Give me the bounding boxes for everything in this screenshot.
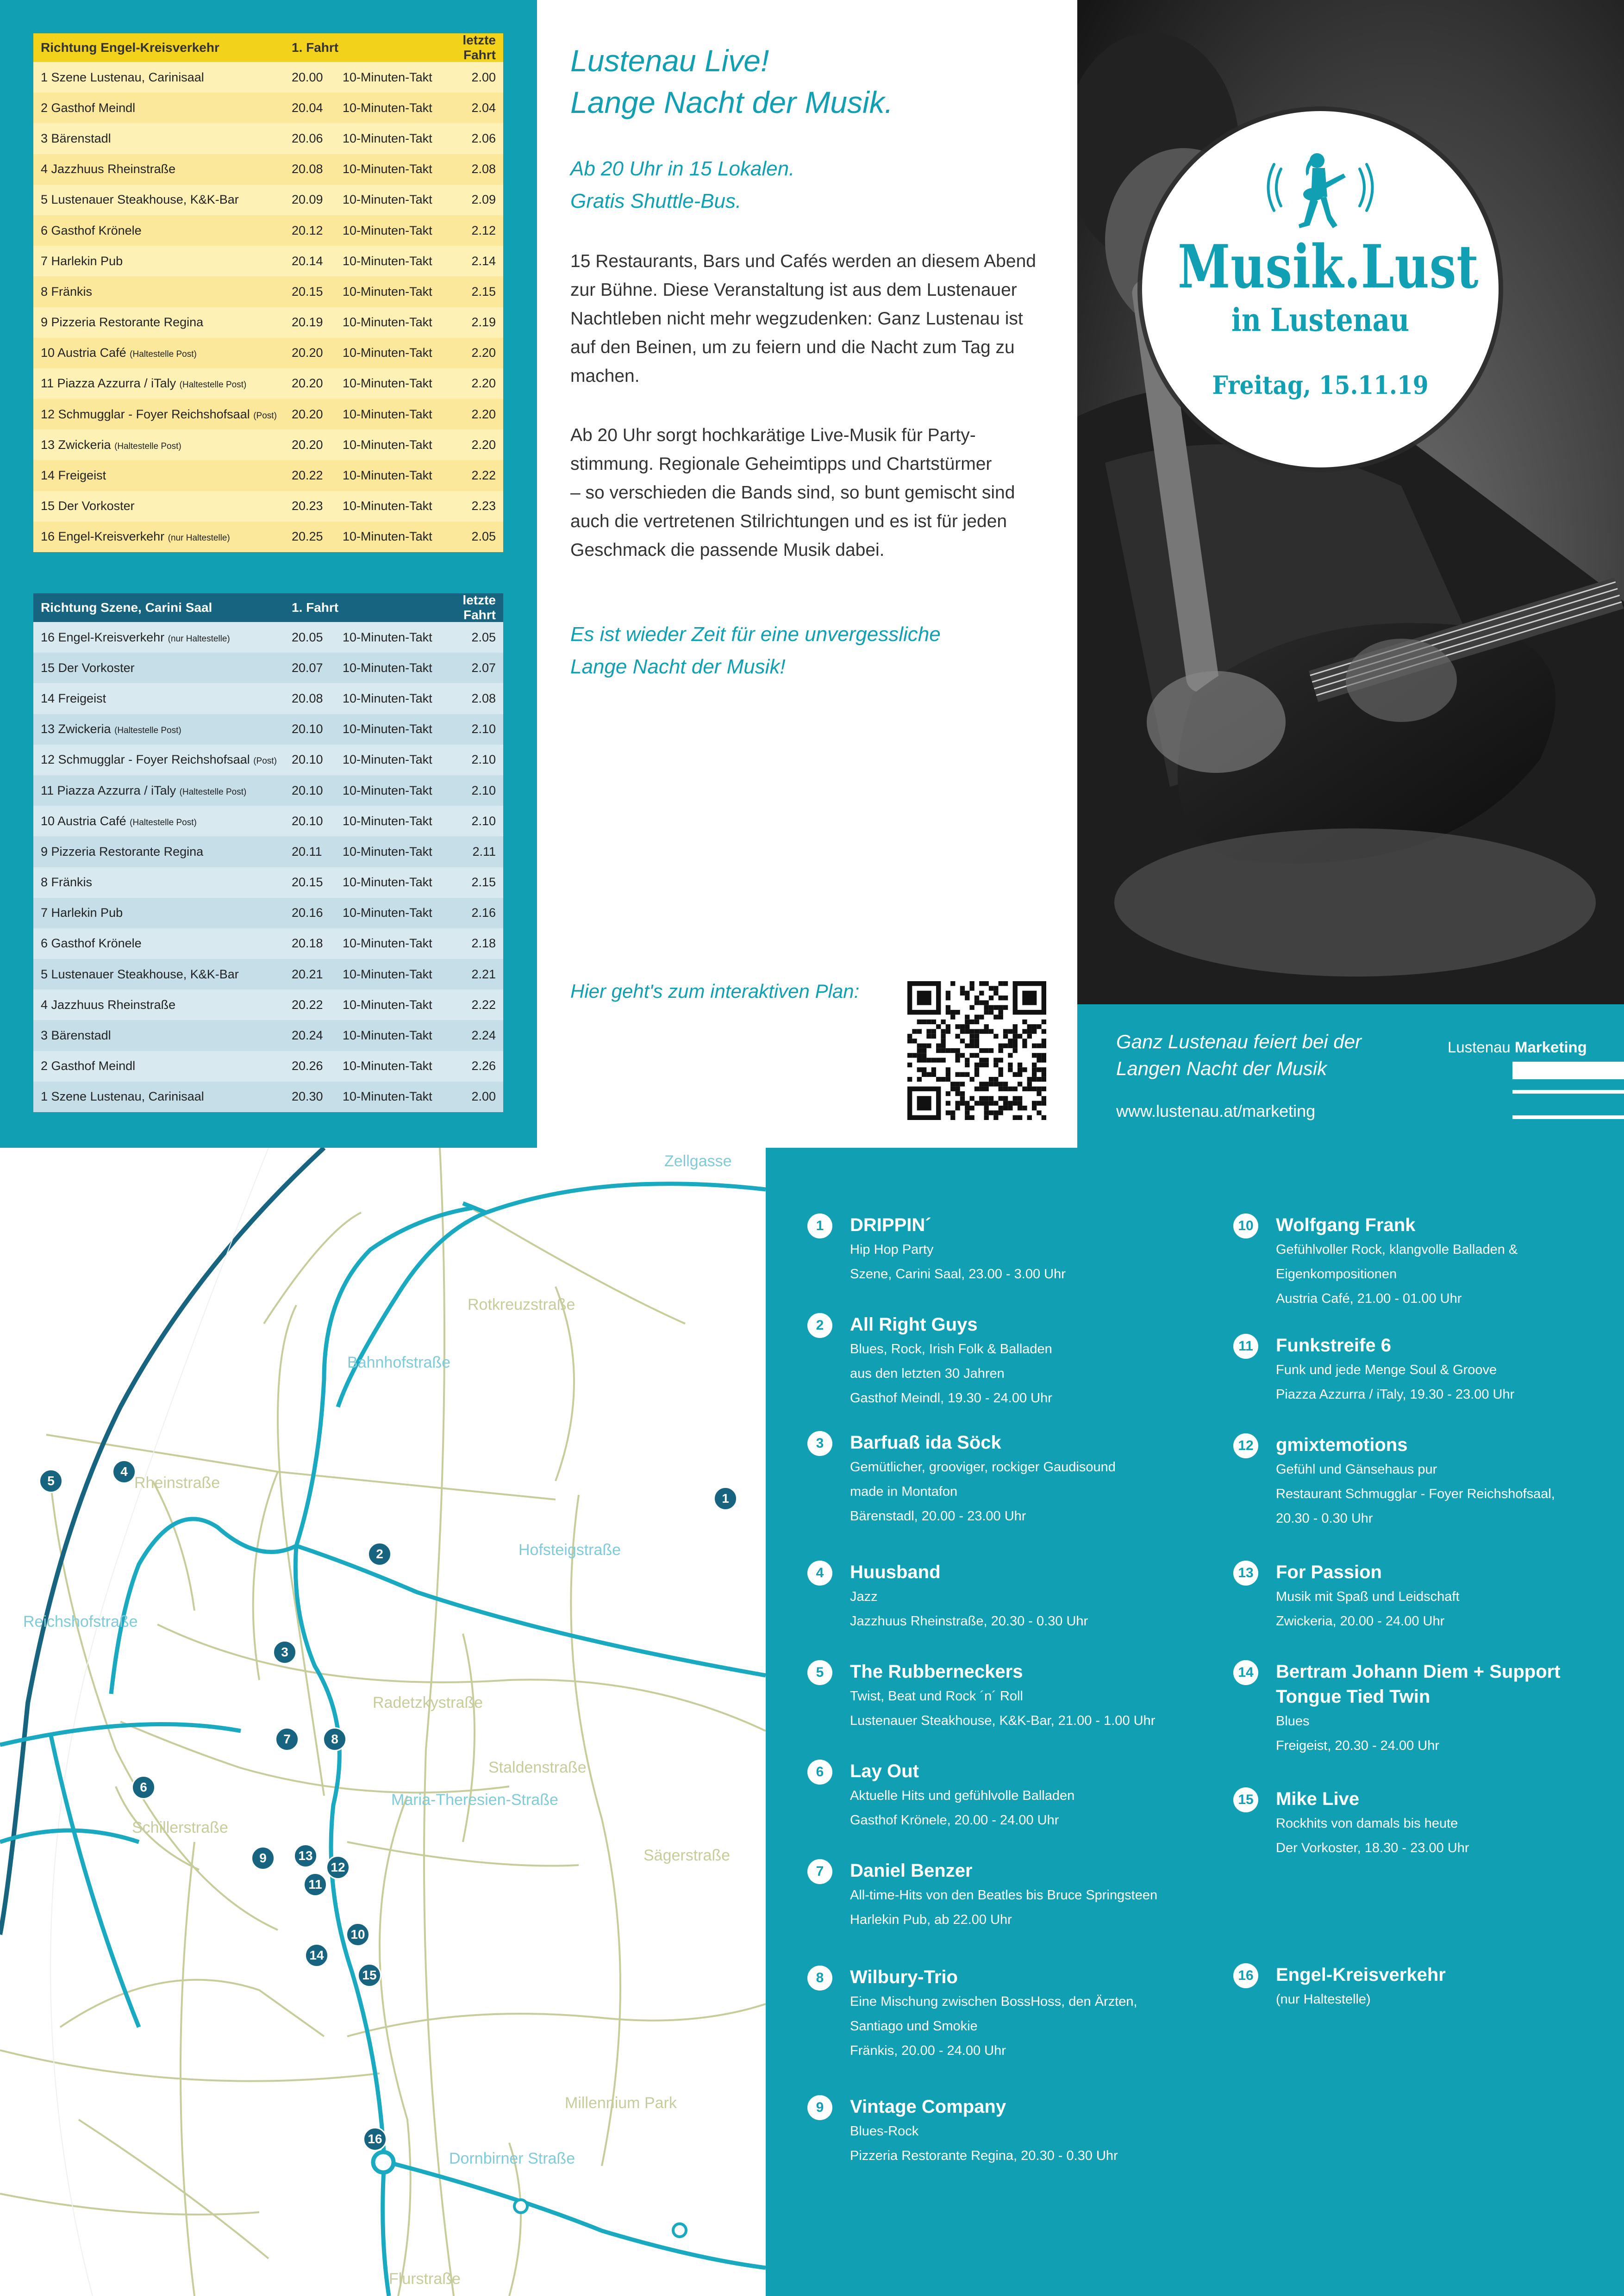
act-number: 4 — [807, 1561, 832, 1586]
table-row: 14 Freigeist 20.22 10-Minuten-Takt 2.22 — [33, 460, 503, 491]
roundabout-icon — [673, 2224, 686, 2237]
act-number: 6 — [807, 1760, 832, 1785]
map-marker[interactable]: 8 — [323, 1727, 347, 1751]
map-marker[interactable]: 12 — [326, 1855, 350, 1879]
act-detail: aus den letzten 30 Jahren — [850, 1366, 1005, 1381]
river-border — [0, 1148, 324, 1935]
act-number: 9 — [807, 2095, 832, 2120]
act-detail: 20.30 - 0.30 Uhr — [1276, 1511, 1373, 1526]
act-number: 3 — [807, 1431, 832, 1456]
timetable-szene — [33, 593, 503, 1112]
street-label: Rheinstraße — [134, 1474, 220, 1492]
street-label: Zellgasse — [664, 1152, 732, 1170]
map-marker[interactable]: 10 — [346, 1923, 370, 1947]
map-marker[interactable]: 6 — [131, 1775, 156, 1799]
act-detail: Gefühlvoller Rock, klangvolle Balladen & — [1276, 1242, 1518, 1257]
act-detail: Der Vorkoster, 18.30 - 23.00 Uhr — [1276, 1841, 1469, 1855]
act-title: Bertram Johann Diem + Support — [1276, 1661, 1561, 1682]
act-title: Mike Live — [1276, 1789, 1360, 1809]
act-entry — [1233, 1560, 1624, 1634]
act-detail: Gasthof Meindl, 19.30 - 24.00 Uhr — [850, 1391, 1052, 1406]
act-title: For Passion — [1276, 1562, 1382, 1582]
act-detail: Zwickeria, 20.00 - 24.00 Uhr — [1276, 1614, 1445, 1629]
lustenau-marketing-logo: Lustenau Marketing — [1448, 1039, 1587, 1056]
act-number: 8 — [807, 1966, 832, 1991]
table-row: 8 Fränkis 20.15 10-Minuten-Takt 2.15 — [33, 276, 503, 307]
map-marker[interactable]: 14 — [305, 1943, 329, 1967]
table-header: Richtung Engel-Kreisverkehr 1. Fahrt letzte Fahrt — [33, 33, 503, 62]
event-badge — [1142, 111, 1499, 467]
act-number: 11 — [1233, 1334, 1258, 1359]
intro-subtitle: Ab 20 Uhr in 15 Lokalen. Gratis Shuttle-Bus. — [570, 157, 795, 212]
table-row: 7 Harlekin Pub 20.14 10-Minuten-Takt 2.14 — [33, 246, 503, 276]
act-title: Wolfgang Frank — [1276, 1215, 1416, 1235]
intro-paragraph-1: 15 Restaurants, Bars und Cafés werden an diesem Abend zur Bühne. Diese Veranstaltung ist aus dem Lustenauer Nachtleben nicht mehr wegzudenken: Ganz Lustenau ist auf den Beinen, um zu feiern und die Nacht zum Tag zu machen. — [570, 251, 1036, 386]
table-row: 11 Piazza Azzurra / iTaly (Haltestelle Post) 20.10 10-Minuten-Takt 2.10 — [33, 775, 503, 806]
table-row: 2 Gasthof Meindl 20.26 10-Minuten-Takt 2.26 — [33, 1051, 503, 1082]
intro-paragraph-2: Ab 20 Uhr sorgt hochkarätige Live-Musik für Party- stimmung. Regionale Geheimtipps und Chartstürmer – so verschieden die Bands sind, so bunt gemischt sind auch die vertretenen Stilrichtungen und es ist für jeden Geschmack die passende Musik dabei. — [570, 425, 1015, 560]
closing-line: Es ist wieder Zeit für eine unvergessliche Lange Nacht der Musik! — [570, 623, 941, 678]
street-label: Rotkreuzstraße — [468, 1296, 575, 1313]
act-entry — [807, 1858, 1206, 1932]
act-list — [766, 1148, 1624, 2296]
street-label: Hofsteigstraße — [518, 1541, 621, 1559]
table-row: 10 Austria Café (Haltestelle Post) 20.10 10-Minuten-Takt 2.10 — [33, 806, 503, 836]
act-entry — [807, 1312, 1206, 1411]
table-row: 1 Szene Lustenau, Carinisaal 20.00 10-Minuten-Takt 2.00 — [33, 62, 503, 93]
act-detail: Blues — [1276, 1714, 1310, 1729]
map-marker[interactable]: 9 — [251, 1846, 275, 1870]
table-header: Richtung Szene, Carini Saal 1. Fahrt letzte Fahrt — [33, 593, 503, 622]
act-detail: Gefühl und Gänsehaus pur — [1276, 1462, 1437, 1477]
act-number: 16 — [1233, 1963, 1258, 1988]
map-marker[interactable]: 4 — [112, 1460, 136, 1484]
act-detail: Restaurant Schmugglar - Foyer Reichshofsaal, — [1276, 1487, 1555, 1501]
timetable-panel — [0, 0, 537, 1148]
act-entry — [807, 1759, 1206, 1833]
table-row: 4 Jazzhuus Rheinstraße 20.08 10-Minuten-Takt 2.08 — [33, 154, 503, 185]
logo-line — [1512, 1115, 1624, 1119]
act-detail: Freigeist, 20.30 - 24.00 Uhr — [1276, 1738, 1440, 1753]
footer-url[interactable]: www.lustenau.at/marketing — [1116, 1101, 1316, 1120]
table-row: 3 Bärenstadl 20.24 10-Minuten-Takt 2.24 — [33, 1020, 503, 1051]
act-entry — [807, 1560, 1206, 1634]
act-detail: Bärenstadl, 20.00 - 23.00 Uhr — [850, 1509, 1026, 1524]
act-entry — [1233, 1432, 1624, 1531]
act-entry — [807, 1659, 1206, 1733]
intro-panel — [537, 0, 1077, 1148]
act-detail: Santiago und Smokie — [850, 2019, 978, 2034]
act-number: 12 — [1233, 1433, 1258, 1458]
table-row: 15 Der Vorkoster 20.07 10-Minuten-Takt 2.07 — [33, 653, 503, 683]
act-detail: Fränkis, 20.00 - 24.00 Uhr — [850, 2043, 1006, 2058]
act-number: 13 — [1233, 1561, 1258, 1586]
table-row: 3 Bärenstadl 20.06 10-Minuten-Takt 2.06 — [33, 123, 503, 154]
act-title: Vintage Company — [850, 2097, 1006, 2117]
table-row: 5 Lustenauer Steakhouse, K&K-Bar 20.09 10-Minuten-Takt 2.09 — [33, 185, 503, 215]
shuttle-route — [0, 1184, 766, 2296]
act-title: Funkstreife 6 — [1276, 1335, 1391, 1356]
badge-title: Musik.Lust — [1178, 232, 1479, 302]
street-label: Radetzkystraße — [373, 1694, 483, 1711]
table-row: 13 Zwickeria (Haltestelle Post) 20.10 10-Minuten-Takt 2.10 — [33, 714, 503, 745]
act-entry — [1233, 1962, 1624, 2012]
map-marker[interactable]: 15 — [357, 1963, 381, 1987]
act-detail: Jazz — [850, 1589, 878, 1604]
map-marker[interactable]: 16 — [363, 2127, 387, 2151]
act-detail: Lustenauer Steakhouse, K&K-Bar, 21.00 - 1.00 Uhr — [850, 1713, 1156, 1728]
act-entry — [807, 1965, 1206, 2063]
map-marker[interactable]: 5 — [39, 1469, 63, 1493]
street-label: Millennium Park — [565, 2094, 677, 2112]
badge-subtitle: in Lustenau — [1231, 302, 1410, 339]
table-row: 11 Piazza Azzurra / iTaly (Haltestelle Post) 20.20 10-Minuten-Takt 2.20 — [33, 368, 503, 399]
act-detail: Blues, Rock, Irish Folk & Balladen — [850, 1342, 1052, 1356]
act-detail: Hip Hop Party — [850, 1242, 934, 1257]
map-marker[interactable]: 1 — [713, 1487, 737, 1511]
act-detail: Rockhits von damals bis heute — [1276, 1816, 1458, 1831]
act-detail: Musik mit Spaß und Leidschaft — [1276, 1589, 1460, 1604]
act-detail: Austria Café, 21.00 - 01.00 Uhr — [1276, 1291, 1462, 1306]
act-detail: Eigenkompositionen — [1276, 1267, 1397, 1282]
map-marker[interactable]: 2 — [368, 1542, 392, 1566]
table-row: 6 Gasthof Krönele 20.12 10-Minuten-Takt 2.12 — [33, 215, 503, 246]
map-marker[interactable]: 11 — [303, 1873, 327, 1897]
table-row: 6 Gasthof Krönele 20.18 10-Minuten-Takt 2.18 — [33, 928, 503, 959]
guitarist-icon — [1262, 146, 1378, 238]
act-title: Barfuaß ida Söck — [850, 1432, 1001, 1453]
act-detail: Gasthof Krönele, 20.00 - 24.00 Uhr — [850, 1813, 1059, 1828]
guitarist-photo — [1077, 0, 1624, 1004]
act-entry — [807, 1430, 1206, 1529]
route-map[interactable] — [0, 1148, 766, 2296]
table-row: 12 Schmugglar - Foyer Reichshofsaal (Post) 20.10 10-Minuten-Takt 2.10 — [33, 745, 503, 775]
act-title: The Rubberneckers — [850, 1661, 1023, 1682]
act-entry — [1233, 1786, 1624, 1860]
act-detail: Gemütlicher, grooviger, rockiger Gaudisound — [850, 1460, 1116, 1475]
table-row: 9 Pizzeria Restorante Regina 20.19 10-Minuten-Takt 2.19 — [33, 307, 503, 338]
table-row: 15 Der Vorkoster 20.23 10-Minuten-Takt 2.23 — [33, 491, 503, 522]
map-marker[interactable]: 13 — [294, 1844, 318, 1868]
table-row: 16 Engel-Kreisverkehr (nur Haltestelle) 20.25 10-Minuten-Takt 2.05 — [33, 522, 503, 552]
street-label: Sägerstraße — [643, 1847, 731, 1864]
marketing-footer — [1077, 1004, 1624, 1148]
table-row: 5 Lustenauer Steakhouse, K&K-Bar 20.21 10-Minuten-Takt 2.21 — [33, 959, 503, 989]
street-label: Flurstraße — [389, 2270, 461, 2288]
act-number: 15 — [1233, 1787, 1258, 1812]
act-title: gmixtemotions — [1276, 1435, 1408, 1455]
act-entry — [1233, 1213, 1624, 1311]
act-entry — [807, 1213, 1206, 1287]
act-detail: All-time-Hits von den Beatles bis Bruce Springsteen — [850, 1888, 1158, 1903]
table-row: 9 Pizzeria Restorante Regina 20.11 10-Minuten-Takt 2.11 — [33, 836, 503, 867]
act-detail: Twist, Beat und Rock ´n´ Roll — [850, 1689, 1023, 1704]
act-title: Tongue Tied Twin — [1276, 1686, 1430, 1707]
act-detail: Funk und jede Menge Soul & Groove — [1276, 1363, 1497, 1377]
act-number: 10 — [1233, 1213, 1258, 1238]
roundabout-icon — [373, 2152, 394, 2172]
street-label: Reichshofstraße — [23, 1613, 138, 1630]
act-number: 14 — [1233, 1660, 1258, 1685]
act-detail: made in Montafon — [850, 1484, 958, 1499]
act-title: DRIPPIN´ — [850, 1215, 931, 1235]
table-row: 16 Engel-Kreisverkehr (nur Haltestelle) 20.05 10-Minuten-Takt 2.05 — [33, 622, 503, 653]
act-number: 5 — [807, 1660, 832, 1685]
act-number: 7 — [807, 1859, 832, 1884]
act-detail: Pizzeria Restorante Regina, 20.30 - 0.30 Uhr — [850, 2148, 1118, 2163]
act-detail: (nur Haltestelle) — [1276, 1992, 1371, 2007]
street-label: Dornbirner Straße — [449, 2150, 575, 2167]
timetable-engel — [33, 33, 503, 552]
map-marker[interactable]: 7 — [275, 1727, 299, 1751]
street-label: Bahnhofstraße — [347, 1354, 451, 1371]
act-detail: Eine Mischung zwischen BossHoss, den Ärzten, — [850, 1994, 1137, 2009]
act-detail: Piazza Azzurra / iTaly, 19.30 - 23.00 Uhr — [1276, 1387, 1515, 1402]
act-entry — [1233, 1333, 1624, 1407]
street-label: Staldenstraße — [488, 1759, 587, 1776]
logo-line — [1512, 1090, 1624, 1094]
act-title: Daniel Benzer — [850, 1860, 973, 1881]
act-title: Huusband — [850, 1562, 941, 1582]
street-label: Maria-Theresien-Straße — [391, 1791, 558, 1809]
table-row: 7 Harlekin Pub 20.16 10-Minuten-Takt 2.16 — [33, 898, 503, 928]
act-title: All Right Guys — [850, 1314, 978, 1335]
street-label: Schillerstraße — [132, 1819, 228, 1836]
table-row: 8 Fränkis 20.15 10-Minuten-Takt 2.15 — [33, 867, 503, 898]
intro-title: Lustenau Live! Lange Nacht der Musik. — [570, 44, 893, 119]
act-title: Lay Out — [850, 1761, 919, 1781]
qr-code[interactable] — [907, 981, 1046, 1120]
act-entry — [1233, 1659, 1624, 1758]
table-row: 13 Zwickeria (Haltestelle Post) 20.20 10-Minuten-Takt 2.20 — [33, 429, 503, 460]
map-marker[interactable]: 3 — [273, 1640, 297, 1664]
table-row: 1 Szene Lustenau, Carinisaal 20.30 10-Minuten-Takt 2.00 — [33, 1082, 503, 1112]
act-detail: Jazzhuus Rheinstraße, 20.30 - 0.30 Uhr — [850, 1614, 1088, 1629]
act-detail: Szene, Carini Saal, 23.00 - 3.00 Uhr — [850, 1267, 1066, 1282]
act-detail: Aktuelle Hits und gefühlvolle Balladen — [850, 1788, 1075, 1803]
act-entry — [807, 2094, 1206, 2168]
qr-label: Hier geht's zum interaktiven Plan: — [570, 980, 860, 1002]
act-title: Engel-Kreisverkehr — [1276, 1965, 1446, 1985]
logo-bar — [1512, 1062, 1624, 1079]
badge-date: Freitag, 15.11.19 — [1212, 370, 1429, 400]
act-title: Wilbury-Trio — [850, 1967, 958, 1987]
act-number: 1 — [807, 1213, 832, 1238]
act-detail: Harlekin Pub, ab 22.00 Uhr — [850, 1912, 1012, 1927]
table-row: 2 Gasthof Meindl 20.04 10-Minuten-Takt 2.04 — [33, 93, 503, 123]
roundabout-icon — [514, 2200, 527, 2213]
table-row: 10 Austria Café (Haltestelle Post) 20.20 10-Minuten-Takt 2.20 — [33, 338, 503, 368]
table-row: 14 Freigeist 20.08 10-Minuten-Takt 2.08 — [33, 683, 503, 714]
act-number: 2 — [807, 1313, 832, 1338]
table-row: 12 Schmugglar - Foyer Reichshofsaal (Post) 20.20 10-Minuten-Takt 2.20 — [33, 399, 503, 429]
table-row: 4 Jazzhuus Rheinstraße 20.22 10-Minuten-Takt 2.22 — [33, 989, 503, 1020]
footer-tagline: Ganz Lustenau feiert bei der Langen Nacht der Musik — [1116, 1031, 1362, 1079]
act-detail: Blues-Rock — [850, 2124, 919, 2139]
